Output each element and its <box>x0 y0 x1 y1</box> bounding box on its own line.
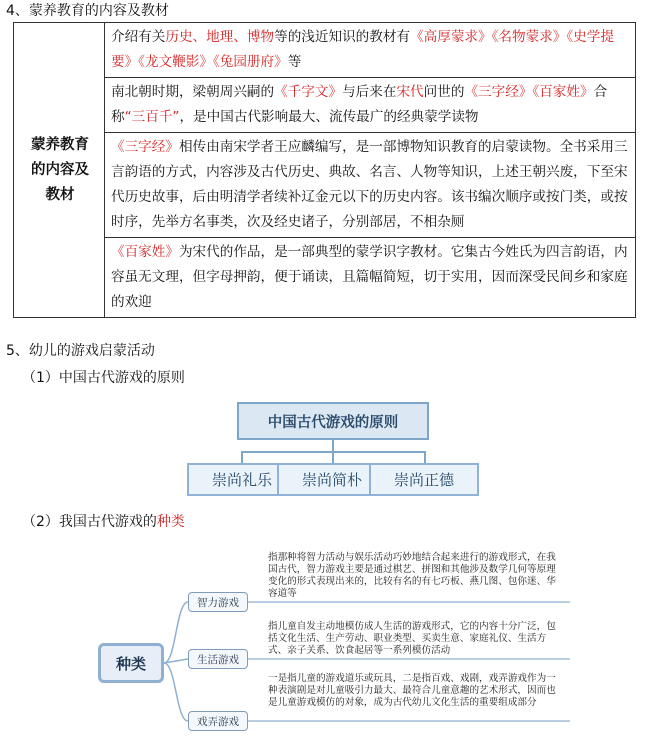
kind-description: 一是指儿童的游戏道乐或玩具，二是指百戏、戏剧，戏弄游戏作为一种表演剧是对儿童吸引力最大、最符合儿童意趣的艺术形式，因而也是儿童游戏模仿的对象，成为古代幼儿文化生活的重要组成部分 <box>268 673 556 708</box>
table-row: 介绍有关历史、地理、博物等的浅近知识的教材有《高厚蒙求》《名物蒙求》《史学提要》《龙文鞭影》《兔园册府》等 <box>105 23 636 78</box>
subsection-2-title: （2）我国古代游戏的种类 <box>22 514 185 530</box>
table-row-label: 蒙养教育的内容及教材 <box>14 23 105 318</box>
table-row: 《三字经》相传由南宋学者王应麟编写，是一部博物知识教育的启蒙读物。全书采用三言韵语的方式，内容涉及古代历史、典故、名言、人物等知识，上述王朝兴废，下至宋代历史故事，后由明清学者续补辽金元以下的历史内容。该书编次顺序或按门类，或按时序，先举方名事类，次及经史诸子，分别部居，不相杂厕 <box>105 133 636 238</box>
kind-node: 生活游戏 <box>188 649 248 669</box>
subsection-1-title: （1）中国古代游戏的原则 <box>22 370 185 386</box>
principles-title-box: 中国古代游戏的原则 <box>237 402 429 440</box>
table-row: 《百家姓》为宋代的作品，是一部典型的蒙学识字教材。它集古今姓氏为四言韵语，内容虽无文理，但字母押韵，便于诵读，且篇幅简短，切于实用，因而深受民间乡和家庭的欢迎 <box>105 238 636 318</box>
principle-box: 崇尚简朴 <box>277 463 387 496</box>
kinds-root-node: 种类 <box>98 643 164 683</box>
kind-description: 指儿童自发主动地模仿成人生活的游戏形式，它的内容十分广泛，包括文化生活、生产劳动、职业类型、买卖生意、家庭礼仪、生活方式、亲子关系、饮食起居等一系列模仿活动 <box>268 621 556 656</box>
section-5-title: 5、幼儿的游戏启蒙活动 <box>6 343 155 359</box>
principle-box: 崇尚正德 <box>369 463 479 496</box>
kind-node: 戏弄游戏 <box>188 711 248 731</box>
kind-node: 智力游戏 <box>188 592 248 612</box>
section-4-title: 4、蒙养教育的内容及教材 <box>6 3 169 19</box>
principle-box: 崇尚礼乐 <box>187 463 297 496</box>
table-row: 南北朝时期，梁朝周兴嗣的《千字文》与后来在宋代问世的《三字经》《百家姓》合称“三百千”，是中国古代影响最大、流传最广的经典蒙学读物 <box>105 78 636 133</box>
kind-description: 指那种将智力活动与娱乐活动巧妙地结合起来进行的游戏形式，在我国古代，智力游戏主要是通过棋艺、拼图和其他涉及数学几何等原理变化的形式表现出来的，比较有名的有七巧板、燕几图、包你迷、华容道等 <box>268 552 556 599</box>
